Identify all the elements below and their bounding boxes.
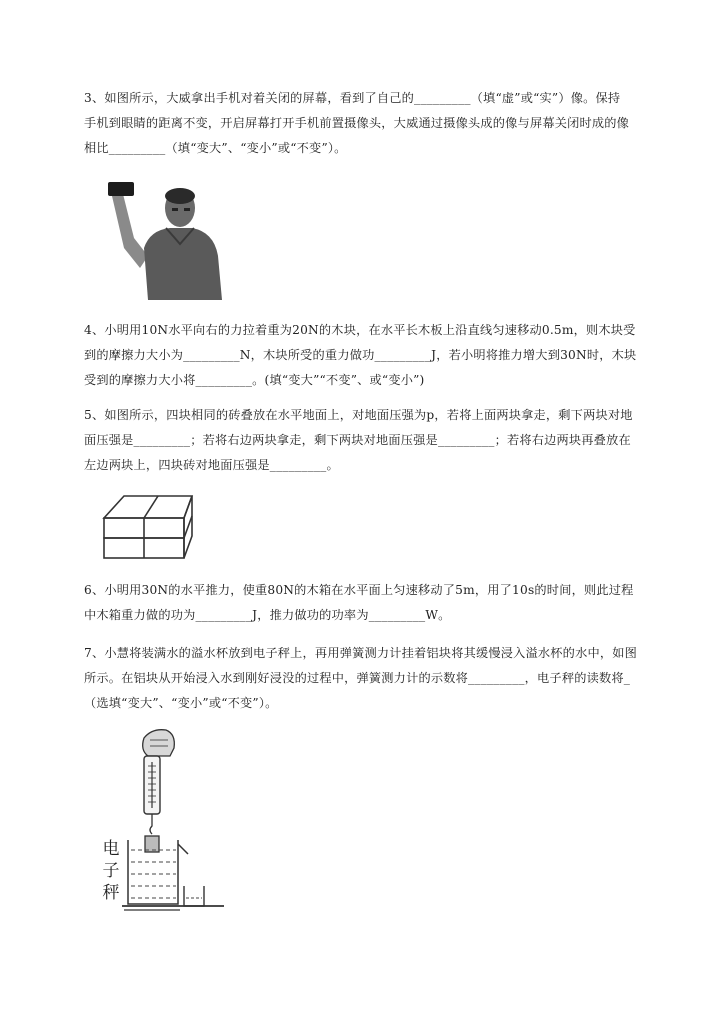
shirt-shape — [144, 228, 222, 300]
selfie-figure — [104, 178, 226, 300]
question-line: 面压强是_________；若将右边两块拿走，剩下两块对地面压强是_________；若将右边两块再叠放在 — [84, 433, 631, 447]
phone-icon — [108, 182, 134, 196]
question-5 — [84, 403, 674, 478]
bricks-figure — [102, 490, 194, 560]
question-line: 3、如图所示，大威拿出手机对着关闭的屏幕，看到了自己的_________（填“虚”或“实”）像。保持 — [84, 91, 621, 105]
small-beaker — [184, 886, 204, 906]
question-7 — [84, 641, 674, 716]
scale-label: 电子秤 — [102, 839, 120, 903]
question-line: 手机到眼睛的距离不变，开启屏幕打开手机前置摄像头，大威通过摄像头成的像与屏幕关闭时成的像 — [84, 116, 630, 130]
question-line: 4、小明用10N水平向右的力拉着重为20N的木块，在水平长木板上沿直线匀速移动0.5m，则木块受 — [84, 323, 636, 337]
overflow-experiment-figure — [100, 726, 230, 912]
brick-top-face — [104, 496, 192, 518]
question-line: 相比_________（填“变大”、“变小”或“不变”）。 — [84, 141, 347, 155]
question-line: 受到的摩擦力大小将_________。(填“变大”“不变”、或“变小”) — [84, 373, 425, 387]
question-line: 左边两块上，四块砖对地面压强是_________。 — [84, 458, 339, 472]
question-line: 6、小明用30N的水平推力，使重80N的木箱在水平面上匀速移动了5m，用了10s的时间，则此过程 — [84, 583, 634, 597]
question-line: 中木箱重力做的功为_________J，推力做功的功率为_________W。 — [84, 608, 451, 622]
question-3 — [84, 86, 674, 161]
question-line: （选填“变大”、“变小”或“不变”）。 — [84, 696, 278, 710]
hand-icon — [143, 730, 175, 756]
question-4 — [84, 318, 674, 393]
question-line: 到的摩擦力大小为_________N，木块所受的重力做功_________J，若小明将推力增大到30N时，木块 — [84, 348, 637, 362]
question-line: 5、如图所示，四块相同的砖叠放在水平地面上，对地面压强为p，若将上面两块拿走，剩下两块对地 — [84, 408, 633, 422]
question-line: 7、小慧将装满水的溢水杯放到电子秤上，再用弹簧测力计挂着铝块将其缓慢浸入溢水杯的水中，如图 — [84, 646, 638, 660]
question-line: 所示。在铝块从开始浸入水到刚好浸没的过程中，弹簧测力计的示数将_________，电子秤的读数将_ — [84, 671, 631, 685]
question-6 — [84, 578, 674, 628]
